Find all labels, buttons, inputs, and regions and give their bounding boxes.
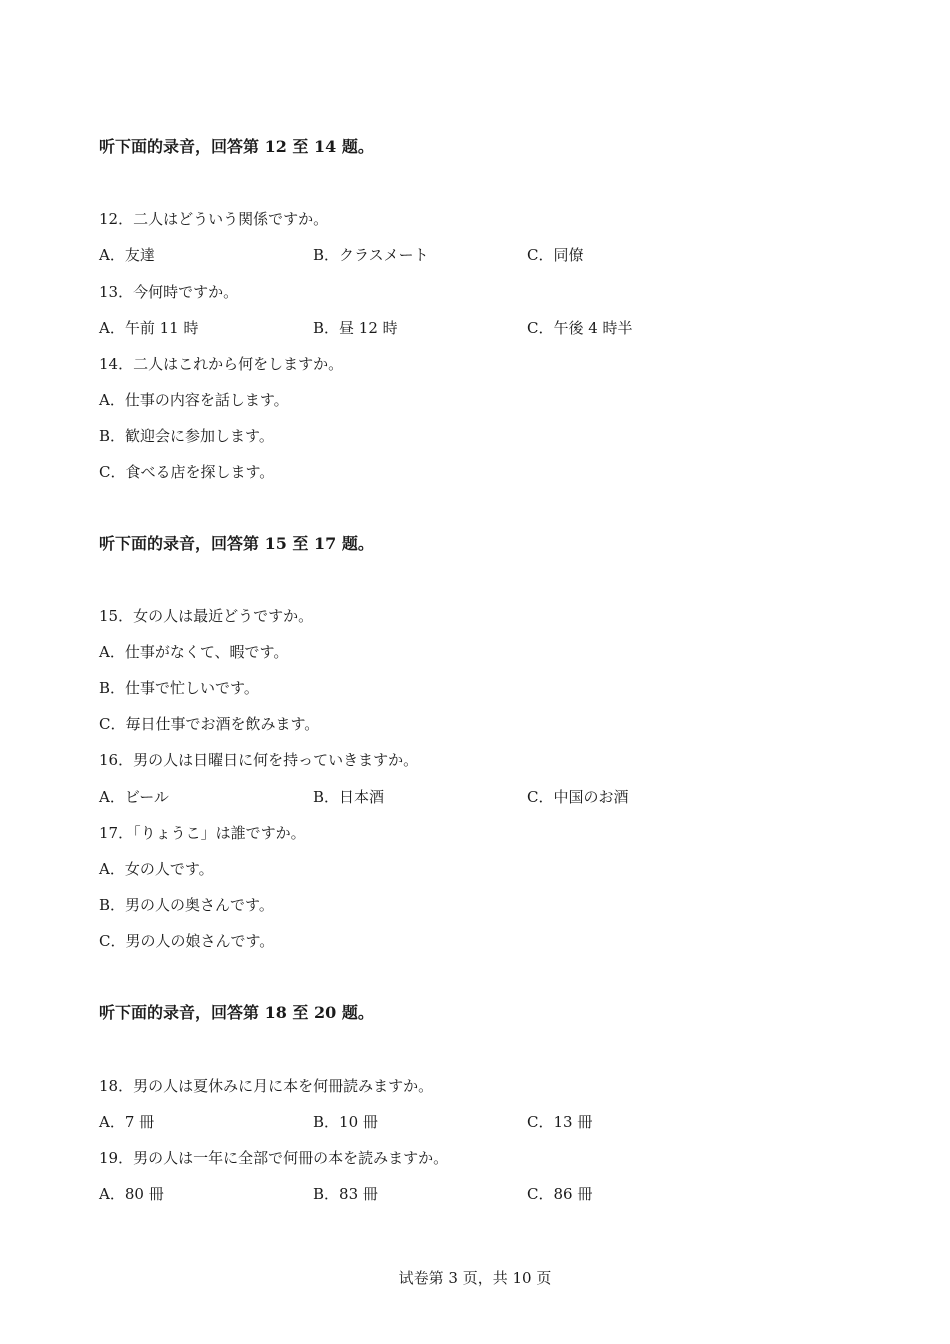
question-12-option-b: B．クラスメート [313,246,429,264]
question-19-option-c: C．86 冊 [527,1185,593,1203]
question-12-option-a: A．友達 [99,246,155,264]
question-14-option-a: A．仕事の内容を話します。 [99,391,289,409]
page-footer: 试卷第 3 页，共 10 页 [398,1269,552,1287]
section-heading: 听下面的录音，回答第 12 至 14 题。 [99,137,374,156]
question-15-option-a: A．仕事がなくて、暇です。 [99,643,289,661]
question-14-stem: 14．二人はこれから何をしますか。 [99,355,344,373]
question-17-option-a: A．女の人です。 [99,860,214,878]
section-heading: 听下面的录音，回答第 18 至 20 题。 [99,1003,374,1022]
question-17-option-c: C．男の人の娘さんです。 [99,932,275,950]
question-18-option-a: A．7 冊 [99,1113,155,1131]
question-12-option-c: C．同僚 [527,246,584,264]
question-14-option-c: C．食べる店を探します。 [99,463,275,481]
question-13-option-a: A．午前 11 時 [99,319,199,337]
question-15-option-b: B．仕事で忙しいです。 [99,679,259,697]
question-13-option-b: B．昼 12 時 [313,319,398,337]
question-16-option-c: C．中国のお酒 [527,788,629,806]
question-12-stem: 12．二人はどういう関係ですか。 [99,210,329,228]
question-13-stem: 13．今何時ですか。 [99,283,239,301]
question-18-option-b: B．10 冊 [313,1113,378,1131]
question-15-option-c: C．毎日仕事でお酒を飲みます。 [99,715,320,733]
question-18-stem: 18．男の人は夏休みに月に本を何冊読みますか。 [99,1077,434,1095]
question-14-option-b: B．歓迎会に参加します。 [99,427,274,445]
question-16-stem: 16．男の人は日曜日に何を持っていきますか。 [99,751,419,769]
question-19-option-b: B．83 冊 [313,1185,378,1203]
question-16-option-b: B．日本酒 [313,788,385,806]
question-18-option-c: C．13 冊 [527,1113,593,1131]
question-19-stem: 19．男の人は一年に全部で何冊の本を読みますか。 [99,1149,449,1167]
question-16-option-a: A．ビール [99,788,169,806]
question-13-option-c: C．午後 4 時半 [527,319,633,337]
question-19-option-a: A．80 冊 [99,1185,164,1203]
question-17-stem: 17．「りょうこ」は誰ですか。 [99,824,306,842]
question-17-option-b: B．男の人の奥さんです。 [99,896,274,914]
question-15-stem: 15．女の人は最近どうですか。 [99,607,314,625]
section-heading: 听下面的录音，回答第 15 至 17 题。 [99,534,374,553]
